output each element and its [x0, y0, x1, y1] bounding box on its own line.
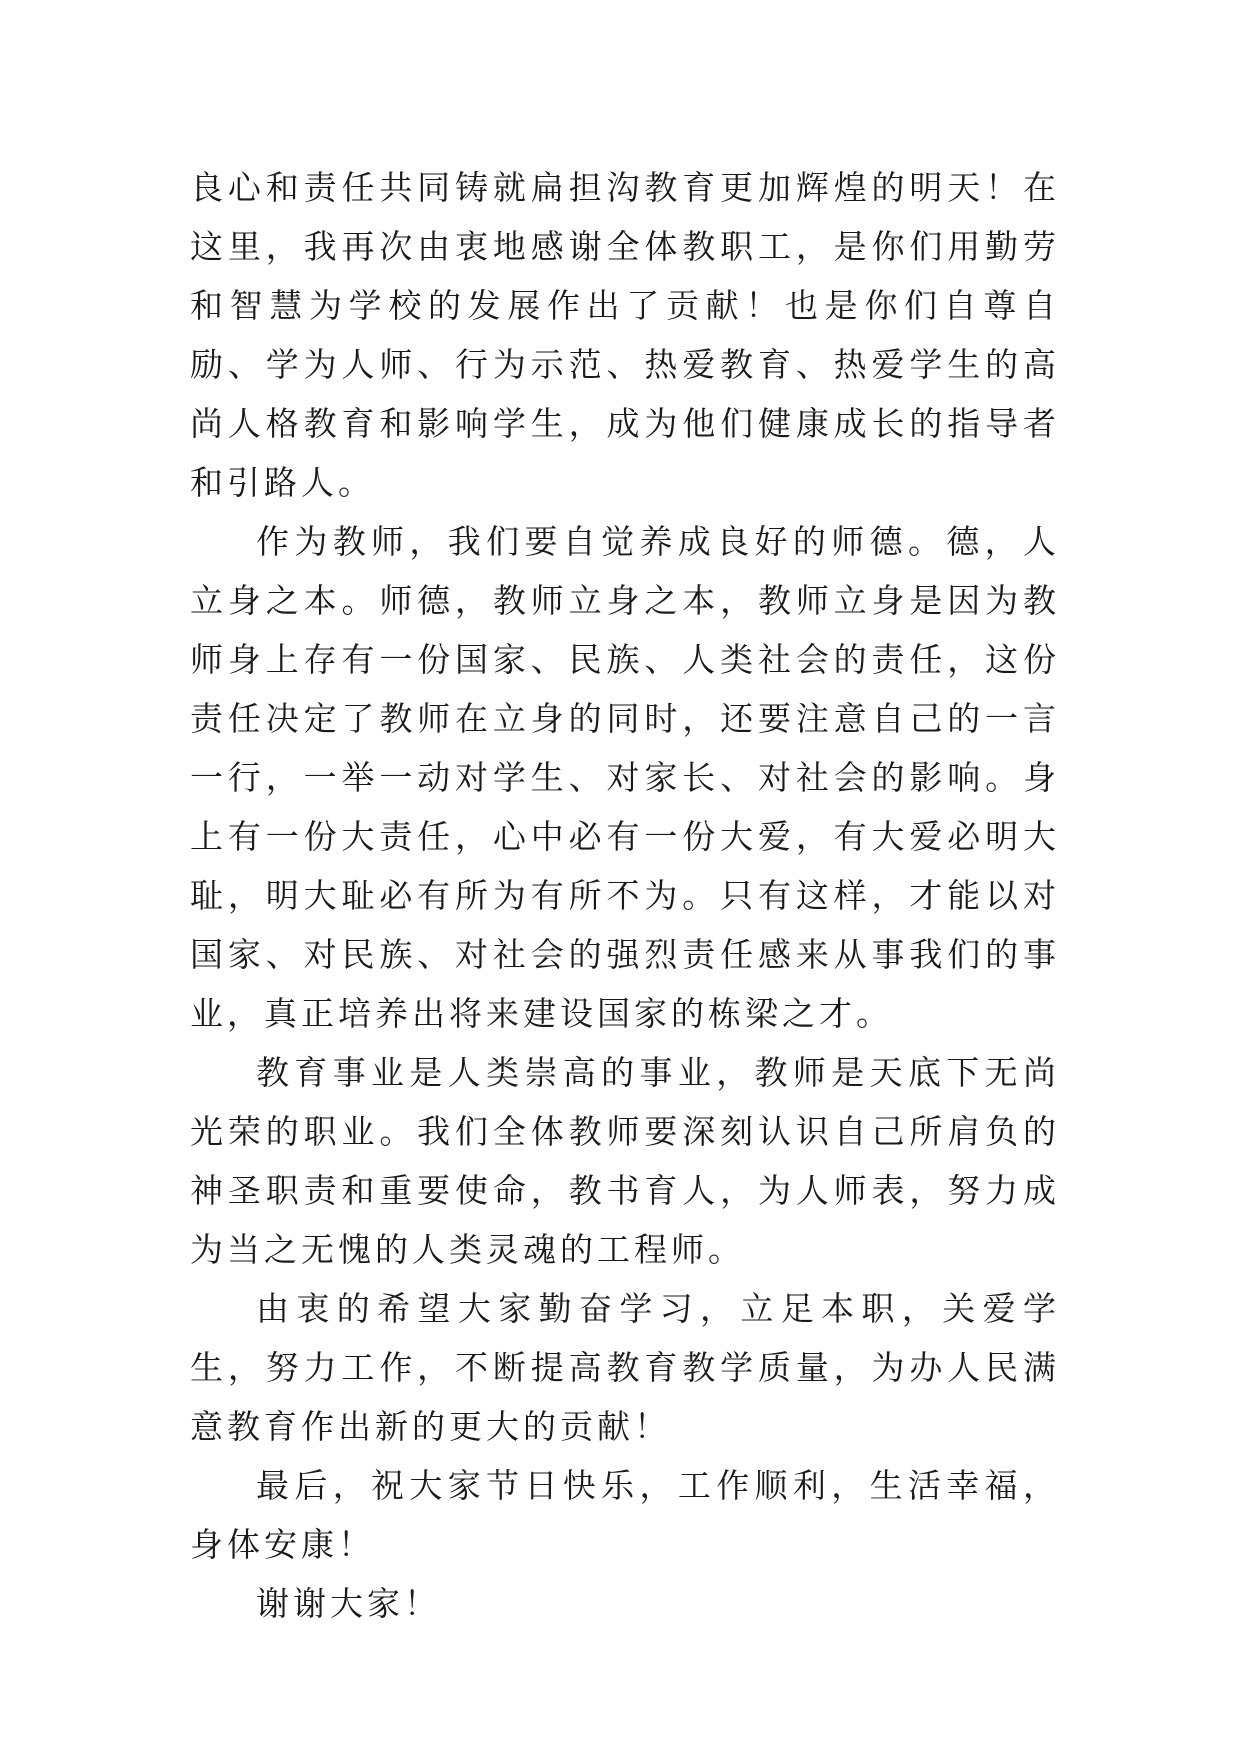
paragraph-3: 教育事业是人类崇高的事业，教师是天底下无尚光荣的职业。我们全体教师要深刻认识自己所肩负的神圣职责和重要使命，教书育人，为人师表，努力成为当之无愧的人类灵魂的工程师。 — [190, 1053, 1060, 1269]
paragraph-2: 作为教师，我们要自觉养成良好的师德。德，人立身之本。师德，教师立身之本，教师立身是因为教师身上存有一份国家、民族、人类社会的责任，这份责任决定了教师在立身的同时，还要注意自己的一言一行，一举一动对学生、对家长、对社会的影响。身上有一份大责任，心中必有一份大爱，有大爱必明大耻，明大耻必有所为有所不为。只有这样，才能以对国家、对民族、对社会的强烈责任感来从事我们的事业，真正培养出将来建设国家的栋梁之才。 — [190, 522, 1060, 1033]
paragraph-4: 由衷的希望大家勤奋学习，立足本职，关爱学生，努力工作，不断提高教育教学质量，为办人民满意教育作出新的更大的贡献！ — [190, 1289, 1060, 1446]
document-body — [190, 158, 1060, 1633]
paragraph-1: 良心和责任共同铸就扁担沟教育更加辉煌的明天！在这里，我再次由衷地感谢全体教职工，是你们用勤劳和智慧为学校的发展作出了贡献！也是你们自尊自励、学为人师、行为示范、热爱教育、热爱学生的高尚人格教育和影响学生，成为他们健康成长的指导者和引路人。 — [190, 168, 1060, 502]
paragraph-6: 谢谢大家！ — [256, 1584, 441, 1623]
paragraph-5: 最后，祝大家节日快乐，工作顺利，生活幸福，身体安康！ — [190, 1466, 1060, 1564]
